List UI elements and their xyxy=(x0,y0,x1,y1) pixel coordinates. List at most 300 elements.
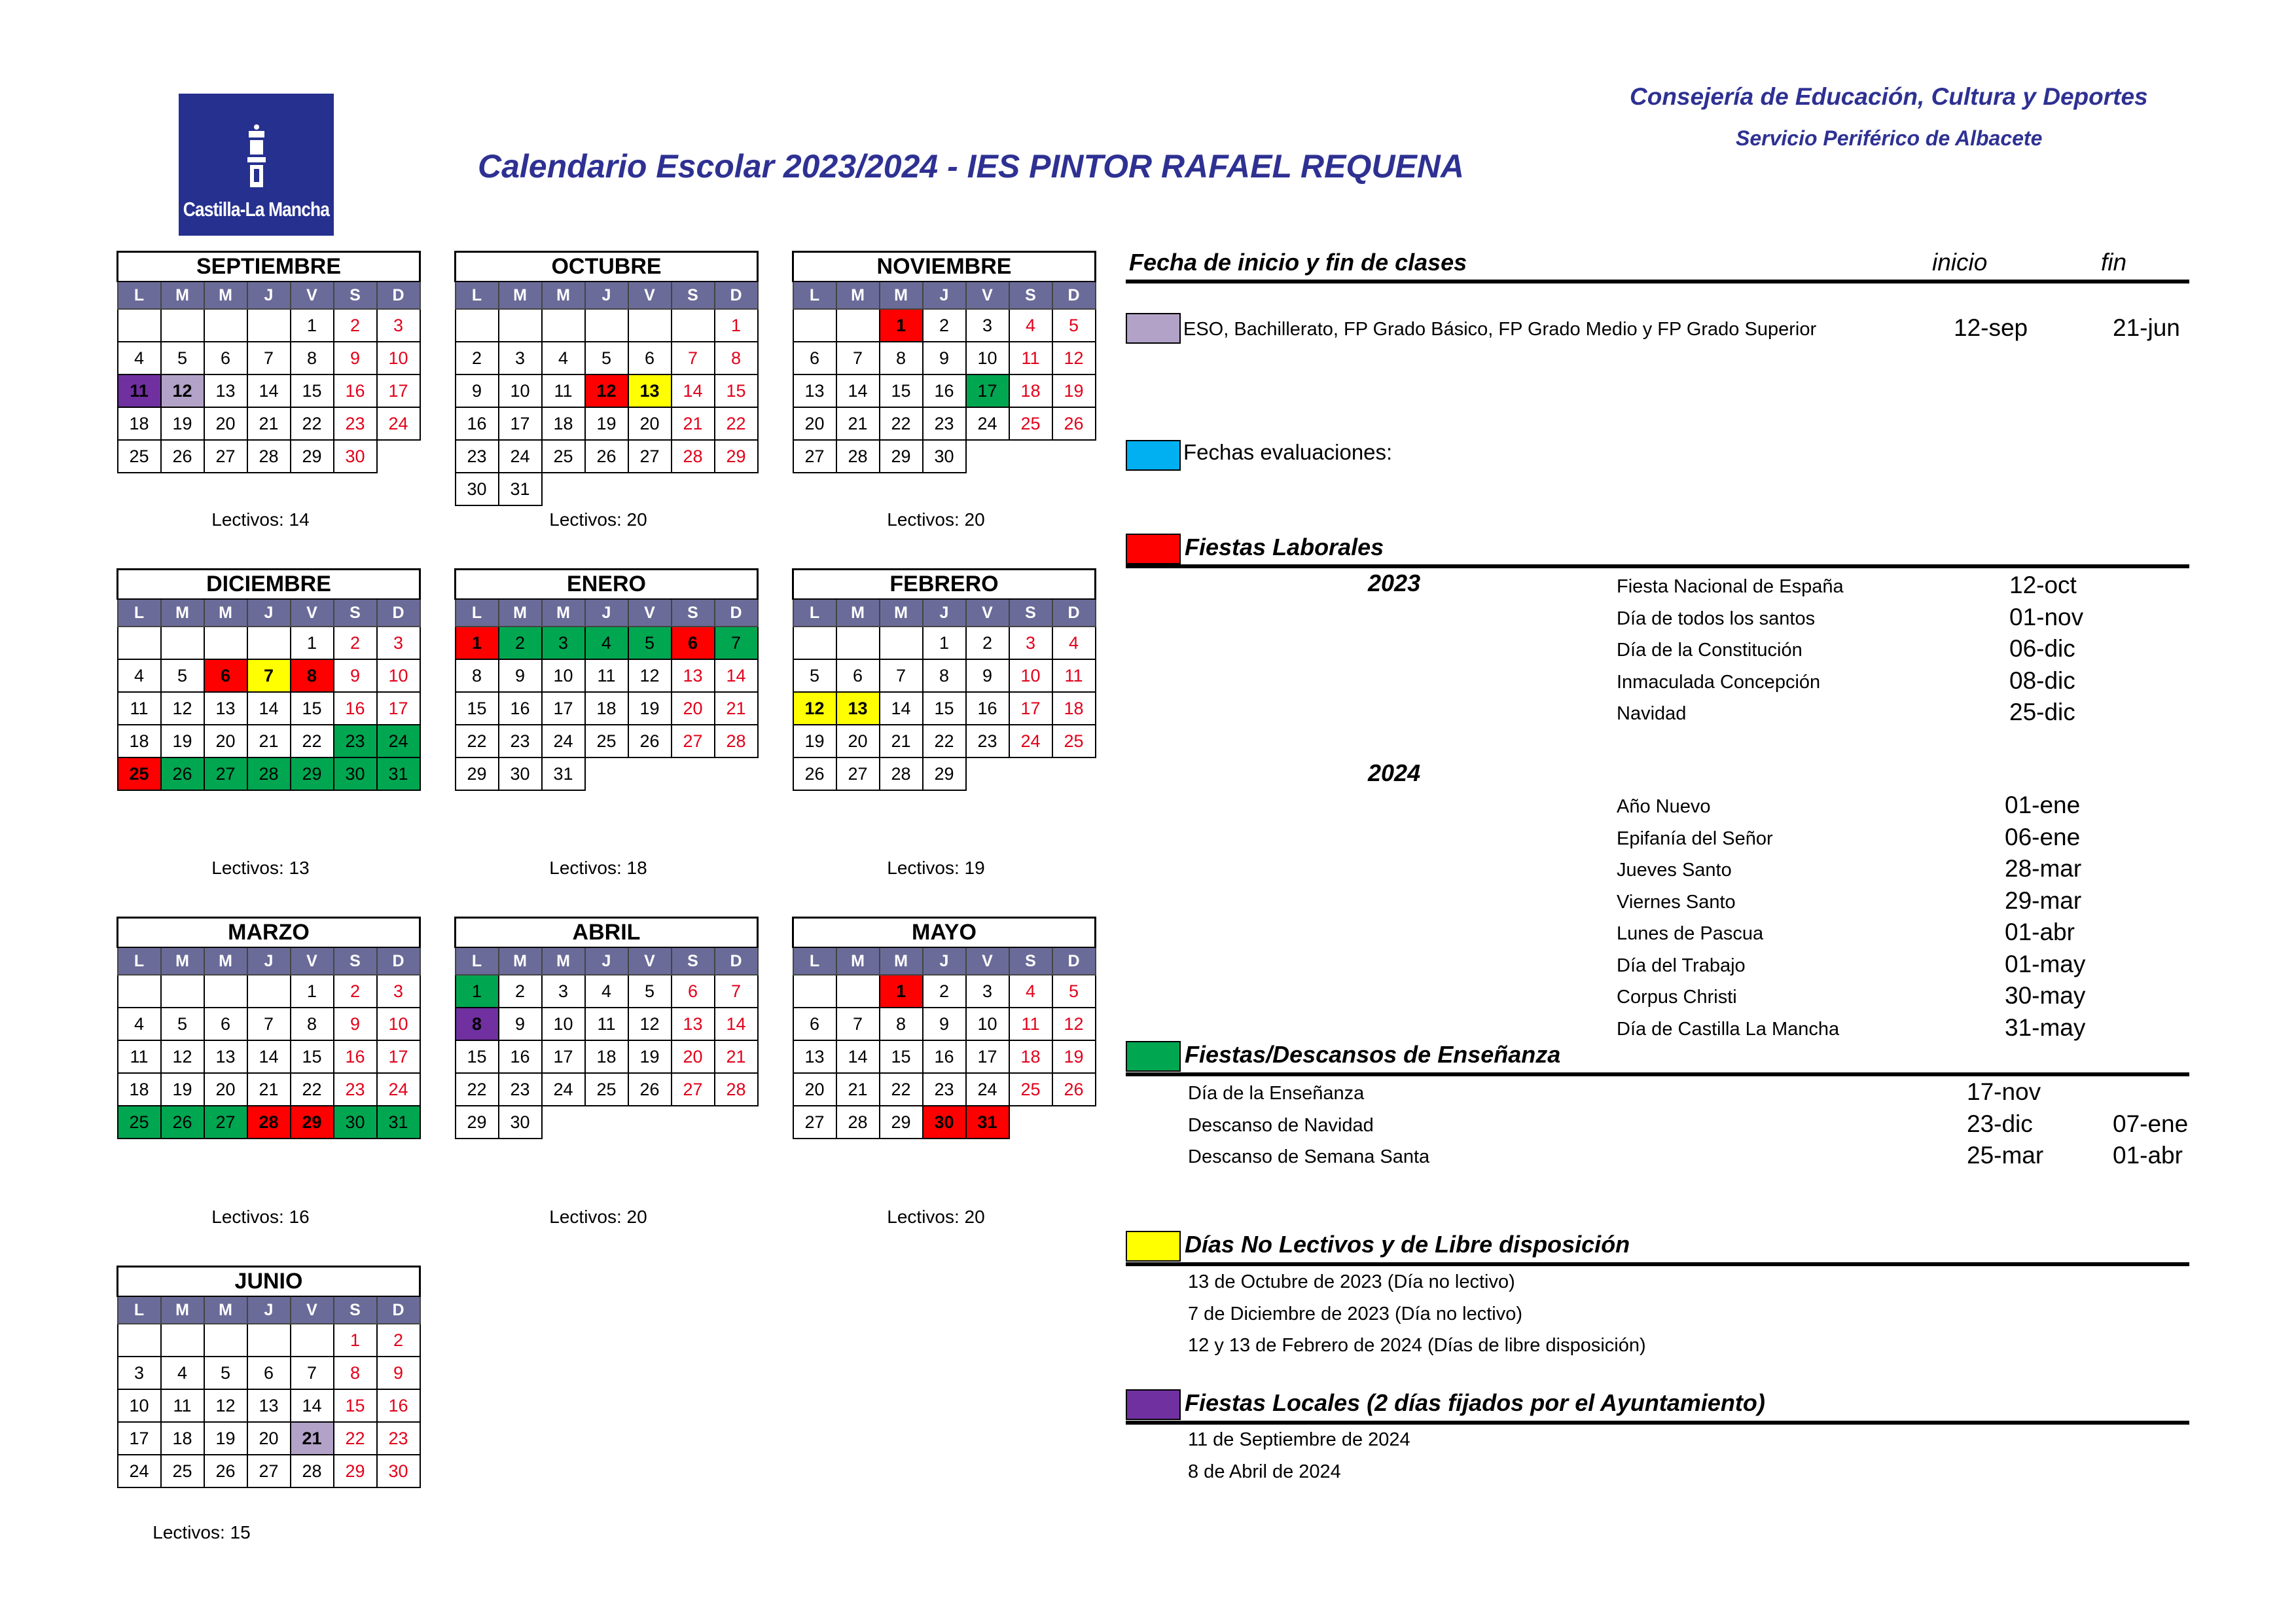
month-calendar-mayo xyxy=(792,917,1096,1139)
day-cell: 28 xyxy=(836,1106,880,1139)
weekday-label: J xyxy=(247,282,291,309)
day-cell: 8 xyxy=(291,1008,334,1040)
day-cell: 7 xyxy=(247,342,291,374)
day-cell: 17 xyxy=(966,374,1009,407)
day-cell: 9 xyxy=(377,1357,420,1389)
weekday-label: D xyxy=(377,1296,420,1324)
day-cell: 19 xyxy=(628,692,672,725)
day-cell: 3 xyxy=(499,342,542,374)
weekday-label: M xyxy=(161,282,204,309)
day-cell: 17 xyxy=(542,692,585,725)
day-cell: 9 xyxy=(456,374,499,407)
day-cell: 12 xyxy=(1052,1008,1096,1040)
day-cell: 7 xyxy=(715,627,758,659)
day-cell: 2 xyxy=(334,309,377,342)
holiday-date: 01-abr xyxy=(2005,919,2075,945)
holiday-date: 30-may xyxy=(2005,982,2086,1009)
empty-cell xyxy=(1009,440,1052,473)
day-cell: 17 xyxy=(377,692,420,725)
day-cell: 31 xyxy=(377,1106,420,1139)
weekday-label: V xyxy=(966,282,1009,309)
day-cell: 13 xyxy=(793,374,836,407)
day-cell: 25 xyxy=(1009,407,1052,440)
empty-cell xyxy=(672,309,715,342)
empty-cell xyxy=(161,975,204,1008)
day-cell: 4 xyxy=(1009,309,1052,342)
day-cell: 1 xyxy=(334,1324,377,1357)
day-cell: 11 xyxy=(1009,342,1052,374)
day-cell: 21 xyxy=(715,1040,758,1073)
day-cell: 4 xyxy=(1009,975,1052,1008)
day-cell: 1 xyxy=(923,627,966,659)
break-end: 01-abr xyxy=(2113,1142,2183,1169)
day-cell: 21 xyxy=(715,692,758,725)
weekday-label: D xyxy=(377,947,420,975)
day-cell: 18 xyxy=(585,692,628,725)
weekday-label: J xyxy=(585,947,628,975)
day-cell: 14 xyxy=(672,374,715,407)
day-cell: 17 xyxy=(118,1422,161,1455)
day-cell: 29 xyxy=(880,1106,923,1139)
day-cell: 28 xyxy=(247,757,291,790)
holiday-name: Fiesta Nacional de España xyxy=(1617,576,1844,597)
day-cell: 22 xyxy=(291,407,334,440)
day-cell: 22 xyxy=(456,725,499,757)
day-cell: 18 xyxy=(161,1422,204,1455)
day-cell: 29 xyxy=(334,1455,377,1487)
day-cell: 19 xyxy=(628,1040,672,1073)
day-cell: 18 xyxy=(1009,1040,1052,1073)
logo-text: Castilla-La Mancha xyxy=(183,198,330,221)
day-cell: 26 xyxy=(628,725,672,757)
weekday-label: V xyxy=(628,282,672,309)
day-cell: 3 xyxy=(1009,627,1052,659)
day-cell: 6 xyxy=(204,659,247,692)
day-cell: 11 xyxy=(118,1040,161,1073)
day-cell: 6 xyxy=(247,1357,291,1389)
day-cell: 3 xyxy=(377,627,420,659)
empty-cell xyxy=(715,473,758,505)
day-cell: 27 xyxy=(672,1073,715,1106)
divider-line xyxy=(1126,564,2189,568)
day-cell: 5 xyxy=(161,342,204,374)
weekday-label: M xyxy=(204,599,247,627)
empty-cell xyxy=(836,627,880,659)
day-cell: 16 xyxy=(499,692,542,725)
day-cell: 21 xyxy=(291,1422,334,1455)
day-cell: 22 xyxy=(715,407,758,440)
day-cell: 3 xyxy=(966,975,1009,1008)
weekday-label: M xyxy=(204,947,247,975)
divider-line xyxy=(1126,280,2189,283)
day-cell: 29 xyxy=(715,440,758,473)
day-cell: 27 xyxy=(628,440,672,473)
weekday-label: J xyxy=(923,282,966,309)
day-cell: 27 xyxy=(247,1455,291,1487)
year-2024: 2024 xyxy=(1368,759,1421,786)
lectivos-count: Lectivos: 20 xyxy=(887,1207,985,1227)
day-cell: 10 xyxy=(118,1389,161,1422)
empty-cell xyxy=(585,309,628,342)
weekday-label: J xyxy=(247,1296,291,1324)
day-cell: 8 xyxy=(291,342,334,374)
weekday-label: V xyxy=(966,947,1009,975)
month-name: NOVIEMBRE xyxy=(793,252,1096,282)
day-cell: 19 xyxy=(161,725,204,757)
holiday-name: Epifanía del Señor xyxy=(1617,828,1773,849)
weekday-label: S xyxy=(334,947,377,975)
day-cell: 14 xyxy=(715,659,758,692)
classes-start: 12-sep xyxy=(1954,314,2028,341)
weekday-label: V xyxy=(628,947,672,975)
day-cell: 24 xyxy=(542,725,585,757)
weekday-label: D xyxy=(1052,599,1096,627)
day-cell: 31 xyxy=(377,757,420,790)
day-cell: 4 xyxy=(585,627,628,659)
empty-cell xyxy=(542,309,585,342)
castilla-la-mancha-logo xyxy=(179,94,334,236)
weekday-label: M xyxy=(836,599,880,627)
day-cell: 17 xyxy=(377,374,420,407)
empty-cell xyxy=(542,1106,585,1139)
empty-cell xyxy=(542,473,585,505)
day-cell: 10 xyxy=(499,374,542,407)
day-cell: 3 xyxy=(377,309,420,342)
service-name: Servicio Periférico de Albacete xyxy=(1736,126,2043,150)
day-cell: 25 xyxy=(1009,1073,1052,1106)
empty-cell xyxy=(118,975,161,1008)
holiday-date: 06-ene xyxy=(2005,823,2081,850)
day-cell: 4 xyxy=(118,659,161,692)
holiday-date: 08-dic xyxy=(2009,666,2075,694)
day-cell: 16 xyxy=(334,692,377,725)
break-start: 25-mar xyxy=(1967,1142,2044,1169)
yellow-swatch xyxy=(1126,1231,1181,1262)
lectivos-count: Lectivos: 20 xyxy=(549,509,647,530)
empty-cell xyxy=(1009,757,1052,790)
day-cell: 7 xyxy=(247,659,291,692)
weekday-label: L xyxy=(118,282,161,309)
day-cell: 15 xyxy=(715,374,758,407)
no-lectivos-title: Días No Lectivos y de Libre disposición xyxy=(1185,1231,1630,1258)
day-cell: 2 xyxy=(456,342,499,374)
weekday-label: M xyxy=(204,282,247,309)
day-cell: 23 xyxy=(499,725,542,757)
day-cell: 23 xyxy=(334,725,377,757)
weekday-label: S xyxy=(1009,947,1052,975)
day-cell: 17 xyxy=(966,1040,1009,1073)
weekday-label: D xyxy=(1052,282,1096,309)
holiday-name: Jueves Santo xyxy=(1617,860,1732,881)
org-name: Consejería de Educación, Cultura y Deportes xyxy=(1630,83,2148,110)
day-cell: 27 xyxy=(836,757,880,790)
empty-cell xyxy=(585,1106,628,1139)
day-cell: 5 xyxy=(161,659,204,692)
day-cell: 25 xyxy=(161,1455,204,1487)
weekday-label: V xyxy=(628,599,672,627)
day-cell: 11 xyxy=(118,374,161,407)
day-cell: 21 xyxy=(836,407,880,440)
day-cell: 20 xyxy=(793,1073,836,1106)
weekday-label: J xyxy=(923,947,966,975)
day-cell: 17 xyxy=(1009,692,1052,725)
day-cell: 7 xyxy=(880,659,923,692)
day-cell: 13 xyxy=(836,692,880,725)
day-cell: 20 xyxy=(204,407,247,440)
day-cell: 3 xyxy=(966,309,1009,342)
day-cell: 22 xyxy=(456,1073,499,1106)
day-cell: 16 xyxy=(966,692,1009,725)
month-name: MAYO xyxy=(793,918,1096,948)
classes-label: ESO, Bachillerato, FP Grado Básico, FP Grado Medio y FP Grado Superior xyxy=(1183,319,1817,340)
day-cell: 15 xyxy=(334,1389,377,1422)
day-cell: 26 xyxy=(204,1455,247,1487)
day-cell: 22 xyxy=(923,725,966,757)
weekday-label: L xyxy=(793,282,836,309)
month-name: DICIEMBRE xyxy=(118,570,420,600)
day-cell: 9 xyxy=(334,659,377,692)
day-cell: 7 xyxy=(247,1008,291,1040)
holiday-date: 01-ene xyxy=(2005,792,2081,818)
day-cell: 23 xyxy=(456,440,499,473)
day-cell: 20 xyxy=(628,407,672,440)
day-cell: 28 xyxy=(672,440,715,473)
weekday-label: S xyxy=(672,282,715,309)
day-cell: 9 xyxy=(923,342,966,374)
lectivos-count: Lectivos: 20 xyxy=(549,1207,647,1227)
day-cell: 6 xyxy=(672,975,715,1008)
day-cell: 18 xyxy=(542,407,585,440)
day-cell: 26 xyxy=(628,1073,672,1106)
day-cell: 8 xyxy=(291,659,334,692)
day-cell: 9 xyxy=(334,1008,377,1040)
local-holiday-item: 8 de Abril de 2024 xyxy=(1188,1461,1341,1482)
weekday-label: M xyxy=(542,599,585,627)
divider-line xyxy=(1126,1421,2189,1425)
day-cell: 27 xyxy=(672,725,715,757)
evaluaciones-label: Fechas evaluaciones: xyxy=(1183,440,1393,464)
weekday-label: J xyxy=(585,282,628,309)
day-cell: 8 xyxy=(334,1357,377,1389)
day-cell: 15 xyxy=(880,374,923,407)
day-cell: 26 xyxy=(793,757,836,790)
day-cell: 16 xyxy=(923,1040,966,1073)
weekday-label: D xyxy=(715,599,758,627)
weekday-label: S xyxy=(672,599,715,627)
day-cell: 4 xyxy=(1052,627,1096,659)
empty-cell xyxy=(1009,1106,1052,1139)
month-calendar-marzo xyxy=(117,917,421,1139)
red-swatch xyxy=(1126,534,1181,564)
day-cell: 31 xyxy=(542,757,585,790)
holiday-name: Navidad xyxy=(1617,703,1687,724)
day-cell: 10 xyxy=(542,1008,585,1040)
day-cell: 16 xyxy=(377,1389,420,1422)
empty-cell xyxy=(585,473,628,505)
day-cell: 22 xyxy=(291,1073,334,1106)
day-cell: 25 xyxy=(585,725,628,757)
break-end: 07-ene xyxy=(2113,1110,2189,1137)
day-cell: 10 xyxy=(966,1008,1009,1040)
day-cell: 12 xyxy=(161,374,204,407)
weekday-label: S xyxy=(334,282,377,309)
day-cell: 12 xyxy=(161,1040,204,1073)
day-cell: 25 xyxy=(542,440,585,473)
day-cell: 19 xyxy=(585,407,628,440)
holiday-date: 01-may xyxy=(2005,950,2086,977)
empty-cell xyxy=(628,309,672,342)
day-cell: 28 xyxy=(291,1455,334,1487)
day-cell: 14 xyxy=(836,1040,880,1073)
weekday-label: L xyxy=(456,947,499,975)
holiday-name: Día de la Constitución xyxy=(1617,640,1803,661)
day-cell: 30 xyxy=(499,757,542,790)
day-cell: 27 xyxy=(793,440,836,473)
day-cell: 19 xyxy=(204,1422,247,1455)
day-cell: 13 xyxy=(793,1040,836,1073)
month-calendar-octubre xyxy=(454,251,759,506)
day-cell: 25 xyxy=(118,757,161,790)
day-cell: 1 xyxy=(715,309,758,342)
holiday-date: 25-dic xyxy=(2009,699,2075,725)
weekday-label: D xyxy=(377,599,420,627)
day-cell: 2 xyxy=(499,975,542,1008)
weekday-label: M xyxy=(880,282,923,309)
day-cell: 2 xyxy=(334,975,377,1008)
empty-cell xyxy=(161,309,204,342)
holiday-date: 06-dic xyxy=(2009,635,2075,662)
month-calendar-septiembre xyxy=(117,251,421,473)
day-cell: 1 xyxy=(880,975,923,1008)
break-name: Descanso de Semana Santa xyxy=(1188,1146,1430,1167)
day-cell: 12 xyxy=(161,692,204,725)
day-cell: 15 xyxy=(291,374,334,407)
day-cell: 24 xyxy=(966,407,1009,440)
day-cell: 4 xyxy=(542,342,585,374)
day-cell: 24 xyxy=(1009,725,1052,757)
day-cell: 18 xyxy=(585,1040,628,1073)
day-cell: 16 xyxy=(334,374,377,407)
day-cell: 20 xyxy=(204,725,247,757)
year-2023: 2023 xyxy=(1368,570,1421,596)
month-name: ABRIL xyxy=(456,918,758,948)
weekday-label: S xyxy=(672,947,715,975)
weekday-label: M xyxy=(499,947,542,975)
empty-cell xyxy=(585,757,628,790)
day-cell: 15 xyxy=(291,692,334,725)
day-cell: 10 xyxy=(966,342,1009,374)
month-name: OCTUBRE xyxy=(456,252,758,282)
day-cell: 18 xyxy=(118,407,161,440)
holiday-date: 31-may xyxy=(2005,1013,2086,1041)
page-title: Calendario Escolar 2023/2024 - IES PINTOR RAFAEL REQUENA xyxy=(478,148,1465,185)
day-cell: 4 xyxy=(118,342,161,374)
fin-column-label: fin xyxy=(2101,249,2127,276)
day-cell: 26 xyxy=(161,440,204,473)
month-name: ENERO xyxy=(456,570,758,600)
lectivos-count: Lectivos: 15 xyxy=(152,1522,251,1542)
lectivos-count: Lectivos: 14 xyxy=(211,509,310,530)
day-cell: 8 xyxy=(715,342,758,374)
lilac-swatch xyxy=(1126,313,1181,344)
day-cell: 2 xyxy=(966,627,1009,659)
day-cell: 11 xyxy=(542,374,585,407)
day-cell: 15 xyxy=(456,1040,499,1073)
blue-swatch xyxy=(1126,440,1181,471)
day-cell: 26 xyxy=(1052,1073,1096,1106)
empty-cell xyxy=(247,975,291,1008)
day-cell: 22 xyxy=(291,725,334,757)
day-cell: 10 xyxy=(377,1008,420,1040)
day-cell: 30 xyxy=(334,757,377,790)
day-cell: 19 xyxy=(161,1073,204,1106)
day-cell: 16 xyxy=(334,1040,377,1073)
inicio-column-label: inicio xyxy=(1932,249,1988,276)
day-cell: 11 xyxy=(161,1389,204,1422)
empty-cell xyxy=(204,627,247,659)
weekday-label: J xyxy=(247,947,291,975)
empty-cell xyxy=(628,757,672,790)
lectivos-count: Lectivos: 20 xyxy=(887,509,985,530)
month-name: SEPTIEMBRE xyxy=(118,252,420,282)
day-cell: 20 xyxy=(793,407,836,440)
purple-swatch xyxy=(1126,1389,1181,1420)
day-cell: 3 xyxy=(542,627,585,659)
day-cell: 2 xyxy=(499,627,542,659)
day-cell: 28 xyxy=(247,440,291,473)
day-cell: 21 xyxy=(672,407,715,440)
day-cell: 5 xyxy=(793,659,836,692)
divider-line xyxy=(1126,1072,2189,1076)
month-calendar-noviembre xyxy=(792,251,1096,473)
empty-cell xyxy=(672,1106,715,1139)
weekday-label: M xyxy=(161,599,204,627)
weekday-label: D xyxy=(715,282,758,309)
empty-cell xyxy=(672,473,715,505)
empty-cell xyxy=(247,309,291,342)
day-cell: 8 xyxy=(880,342,923,374)
day-cell: 8 xyxy=(923,659,966,692)
day-cell: 27 xyxy=(204,440,247,473)
day-cell: 5 xyxy=(1052,309,1096,342)
day-cell: 1 xyxy=(291,627,334,659)
weekday-label: J xyxy=(247,599,291,627)
day-cell: 17 xyxy=(499,407,542,440)
empty-cell xyxy=(1052,1106,1096,1139)
day-cell: 13 xyxy=(247,1389,291,1422)
weekday-label: V xyxy=(291,947,334,975)
day-cell: 9 xyxy=(499,659,542,692)
day-cell: 24 xyxy=(377,407,420,440)
day-cell: 22 xyxy=(880,1073,923,1106)
weekday-label: V xyxy=(291,1296,334,1324)
no-lectivo-item: 13 de Octubre de 2023 (Día no lectivo) xyxy=(1188,1271,1515,1292)
day-cell: 24 xyxy=(542,1073,585,1106)
day-cell: 25 xyxy=(118,1106,161,1139)
day-cell: 26 xyxy=(161,757,204,790)
day-cell: 4 xyxy=(161,1357,204,1389)
month-calendar-febrero xyxy=(792,568,1096,791)
day-cell: 15 xyxy=(291,1040,334,1073)
day-cell: 14 xyxy=(715,1008,758,1040)
day-cell: 20 xyxy=(836,725,880,757)
day-cell: 21 xyxy=(880,725,923,757)
month-name: FEBRERO xyxy=(793,570,1096,600)
day-cell: 29 xyxy=(291,1106,334,1139)
day-cell: 16 xyxy=(499,1040,542,1073)
day-cell: 31 xyxy=(499,473,542,505)
day-cell: 26 xyxy=(585,440,628,473)
